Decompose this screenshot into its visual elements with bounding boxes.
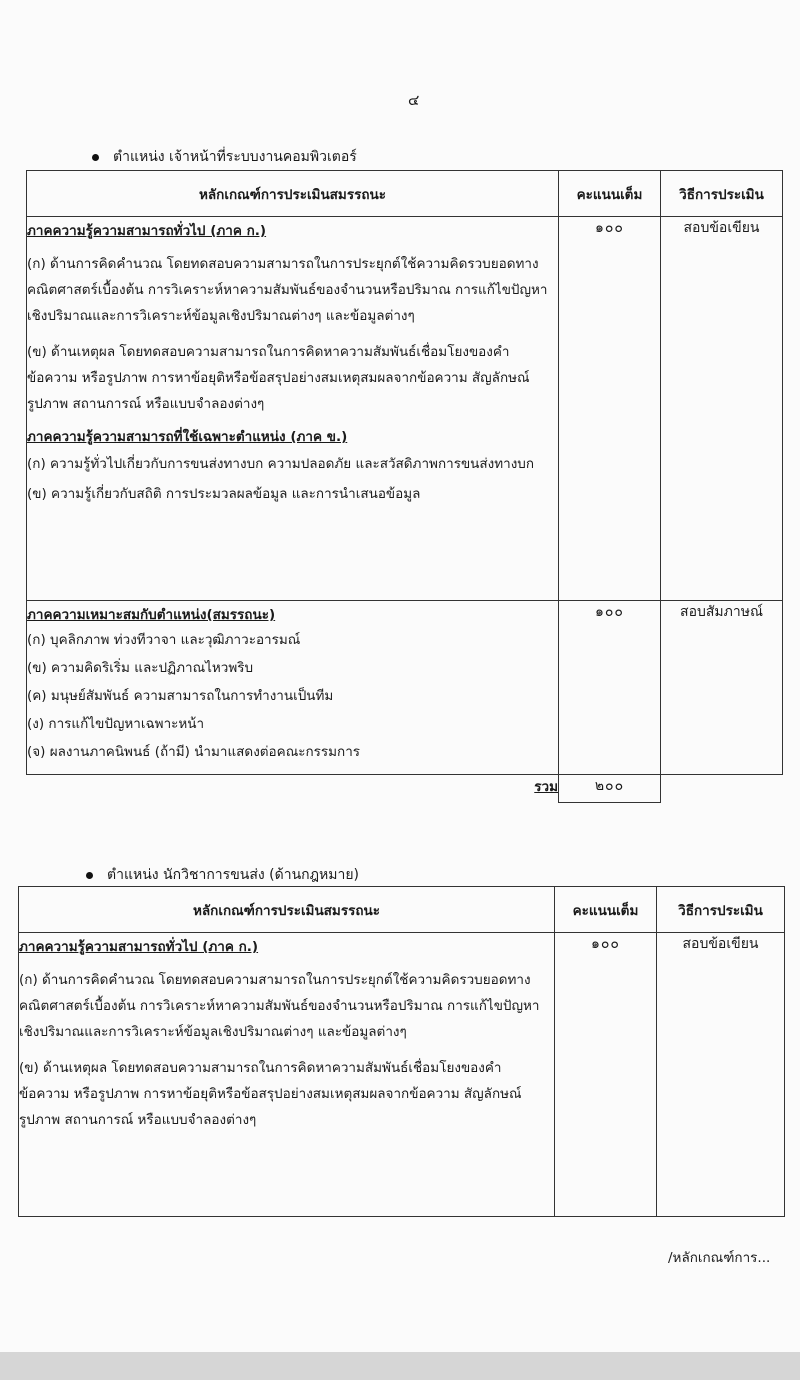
column-header-score: คะแนนเต็ม — [559, 171, 661, 217]
page-bottom-edge — [0, 1352, 800, 1380]
bullet-icon — [86, 872, 93, 879]
section-heading — [92, 146, 357, 168]
table-row — [27, 601, 783, 775]
score-cell: ๑๐๐ — [559, 601, 661, 775]
table-row — [27, 217, 783, 601]
part-title: ภาคความรู้ความสามารถที่ใช้เฉพาะตำแหน่ง (ภาค ข.) — [27, 429, 348, 445]
criteria-item: (ก) ด้านการคิดคำนวณ โดยทดสอบความสามารถในการประยุกต์ใช้ความคิดรวบยอดทางคณิตศาสตร์เบื้องต้น การวิเคราะห์หาความสัมพันธ์ของจำนวนหรือปริมาณ การแก้ไขปัญหาเชิงปริมาณและการวิเคราะห์ข้อมูลเชิงปริมาณต่างๆ และข้อมูลต่างๆ — [27, 256, 548, 324]
part-title: ภาคความเหมาะสมกับตำแหน่ง(สมรรถนะ) — [27, 607, 276, 623]
column-header-criteria: หลักเกณฑ์การประเมินสมรรถนะ — [27, 171, 559, 217]
method-cell: สอบข้อเขียน — [661, 217, 783, 601]
column-header-method: วิธีการประเมิน — [657, 887, 785, 933]
part-title: ภาคความรู้ความสามารถทั่วไป (ภาค ก.) — [19, 939, 259, 955]
criteria-cell — [27, 217, 559, 601]
criteria-item: (ข) ด้านเหตุผล โดยทดสอบความสามารถในการคิดหาความสัมพันธ์เชื่อมโยงของคำ ข้อความ หรือรูปภาพ การหาข้อยุติหรือข้อสรุปอย่างสมเหตุสมผลจากข้อความ สัญลักษณ์ รูปภาพ สถานการณ์ หรือแบบจำลองต่างๆ — [19, 1060, 522, 1128]
score-cell: ๑๐๐ — [555, 933, 657, 1217]
criteria-cell — [19, 933, 555, 1217]
part-title: ภาคความรู้ความสามารถทั่วไป (ภาค ก.) — [27, 223, 267, 239]
continuation-note: /หลักเกณฑ์การ... — [668, 1250, 771, 1266]
column-header-method: วิธีการประเมิน — [661, 171, 783, 217]
empty-cell — [661, 775, 783, 803]
table-header-row — [19, 887, 785, 933]
criteria-item: (ข) ความคิดริเริ่ม และปฏิภาณไหวพริบ — [27, 660, 254, 676]
section-title: ตำแหน่ง นักวิชาการขนส่ง (ด้านกฎหมาย) — [107, 867, 360, 883]
section-title: ตำแหน่ง เจ้าหน้าที่ระบบงานคอมพิวเตอร์ — [113, 149, 357, 165]
criteria-cell — [27, 601, 559, 775]
criteria-item: (จ) ผลงานภาคนิพนธ์ (ถ้ามี) นำมาแสดงต่อคณะกรรมการ — [27, 744, 361, 760]
total-row — [27, 775, 783, 803]
criteria-item: (ข) ความรู้เกี่ยวกับสถิติ การประมวลผลข้อมูล และการนำเสนอข้อมูล — [27, 486, 421, 502]
method-cell: สอบข้อเขียน — [657, 933, 785, 1217]
total-score: ๒๐๐ — [559, 775, 661, 803]
score-cell: ๑๐๐ — [559, 217, 661, 601]
method-cell: สอบสัมภาษณ์ — [661, 601, 783, 775]
total-label: รวม — [534, 779, 558, 795]
column-header-score: คะแนนเต็ม — [555, 887, 657, 933]
criteria-table — [26, 170, 783, 803]
page-number: ๔ — [408, 91, 420, 109]
column-header-criteria: หลักเกณฑ์การประเมินสมรรถนะ — [19, 887, 555, 933]
bullet-icon — [92, 154, 99, 161]
criteria-item: (ก) ความรู้ทั่วไปเกี่ยวกับการขนส่งทางบก ความปลอดภัย และสวัสดิภาพการขนส่งทางบก — [27, 456, 535, 472]
table-header-row — [27, 171, 783, 217]
criteria-item: (ข) ด้านเหตุผล โดยทดสอบความสามารถในการคิดหาความสัมพันธ์เชื่อมโยงของคำ ข้อความ หรือรูปภาพ การหาข้อยุติหรือข้อสรุปอย่างสมเหตุสมผลจากข้อความ สัญลักษณ์ รูปภาพ สถานการณ์ หรือแบบจำลองต่างๆ — [27, 344, 530, 412]
criteria-item: (ก) บุคลิกภาพ ท่วงทีวาจา และวุฒิภาวะอารมณ์ — [27, 632, 301, 648]
criteria-table — [18, 886, 785, 1217]
section-heading — [86, 864, 359, 886]
criteria-item: (ก) ด้านการคิดคำนวณ โดยทดสอบความสามารถในการประยุกต์ใช้ความคิดรวบยอดทางคณิตศาสตร์เบื้องต้น การวิเคราะห์หาความสัมพันธ์ของจำนวนหรือปริมาณ การแก้ไขปัญหาเชิงปริมาณและการวิเคราะห์ข้อมูลเชิงปริมาณต่างๆ และข้อมูลต่างๆ — [19, 972, 540, 1040]
table-row — [19, 933, 785, 1217]
criteria-item: (ค) มนุษย์สัมพันธ์ ความสามารถในการทำงานเป็นทีม — [27, 688, 334, 704]
criteria-item: (ง) การแก้ไขปัญหาเฉพาะหน้า — [27, 716, 205, 732]
